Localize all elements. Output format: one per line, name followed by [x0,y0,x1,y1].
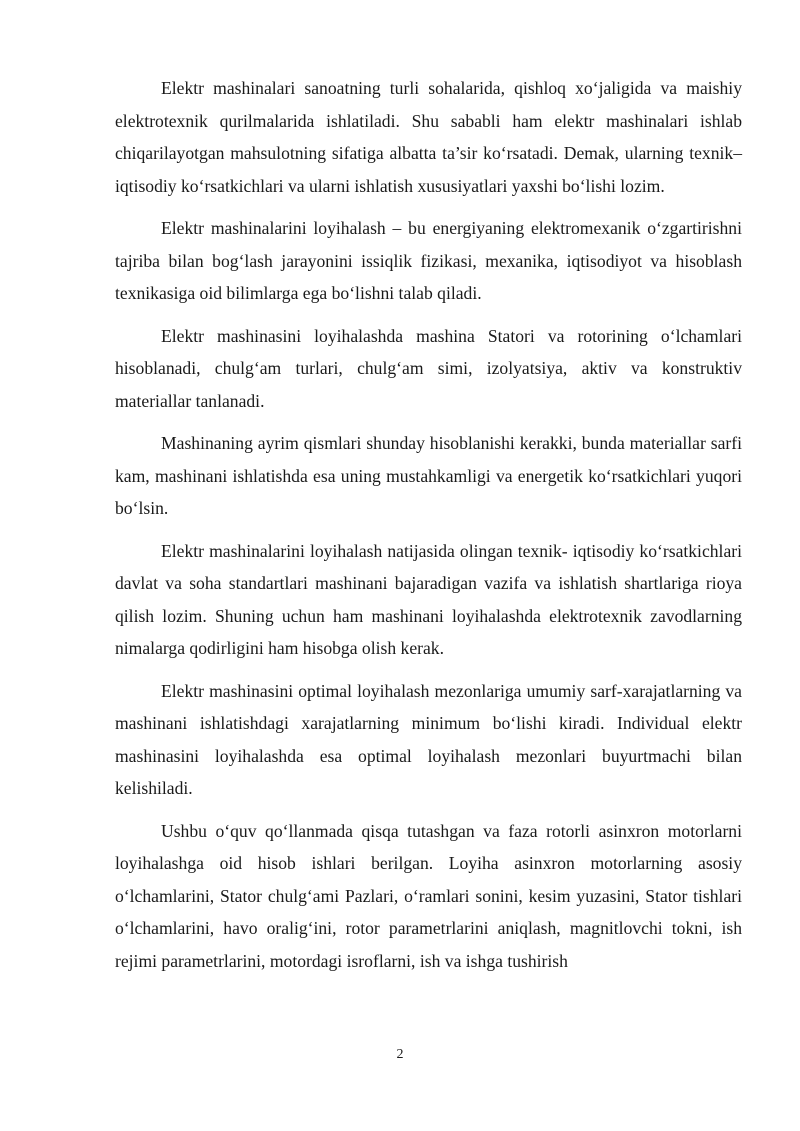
paragraph-2: Elektr mashinalarini loyihalash – bu energiyaning elektromexanik o‘zgartirishni tajriba bilan bog‘lash jarayonini issiqlik fizikasi, mexanika, iqtisodiyot va hisoblash texnikasiga oid bilimlarga ega bo‘lishni talab qiladi. [115,218,742,303]
page-number: 2 [396,1047,404,1062]
paragraph-4: Mashinaning ayrim qismlari shunday hisoblanishi kerakki, bunda materiallar sarfi kam, mashinani ishlatishda esa uning mustahkamligi va energetik ko‘rsatkichlari yuqori bo‘lsin. [115,433,742,518]
paragraph-7: Ushbu o‘quv qo‘llanmada qisqa tutashgan va faza rotorli asinxron motorlarni loyihalashga oid hisob ishlari berilgan. Loyiha asinxron motorlarning asosiy o‘lchamlarini, Stator chulg‘ami Pazlari, o‘ramlari sonini, kesim yuzasini, Stator tishlari o‘lchamlarini, havo oralig‘ini, rotor parametrlarini aniqlash, magnitlovchi tokni, ish rejimi parametrlarini, motordagi isroflarni, ish va ishga tushirish [115,820,742,971]
paragraph-1: Elektr mashinalari sanoatning turli sohalarida, qishloq xo‘jaligida va maishiy elektrotexnik qurilmalarida ishlatiladi. Shu sababli ham elektr mashinalari ishlab chiqarilayotgan mahsulotning sifatiga albatta ta’sir ko‘rsatadi. Demak, ularning texnik–iqtisodiy ko‘rsatkichlari va ularni ishlatish xususiyatlari yaxshi bo‘lishi lozim. [115,78,742,196]
paragraph-6: Elektr mashinasini optimal loyihalash mezonlariga umumiy sarf-xarajatlarning va mashinani ishlatishdagi xarajatlarning minimum bo‘lishi kiradi. Individual elektr mashinasini loyihalashda esa optimal loyihalash mezonlari buyurtmachi bilan kelishiladi. [115,680,742,798]
paragraph-5: Elektr mashinalarini loyihalash natijasida olingan texnik- iqtisodiy ko‘rsatkichlari davlat va soha standartlari mashinani bajaradigan vazifa va ishlatish shartlariga rioya qilish lozim. Shuning uchun ham mashinani loyihalashda elektrotexnik zavodlarning nimalarga qodirligini ham hisobga olish kerak. [115,540,742,658]
paragraph-3: Elektr mashinasini loyihalashda mashina Statori va rotorining o‘lchamlari hisoblanadi, chulg‘am turlari, chulg‘am simi, izolyatsiya, aktiv va konstruktiv materiallar tanlanadi. [115,325,742,411]
document-body [115,72,742,987]
